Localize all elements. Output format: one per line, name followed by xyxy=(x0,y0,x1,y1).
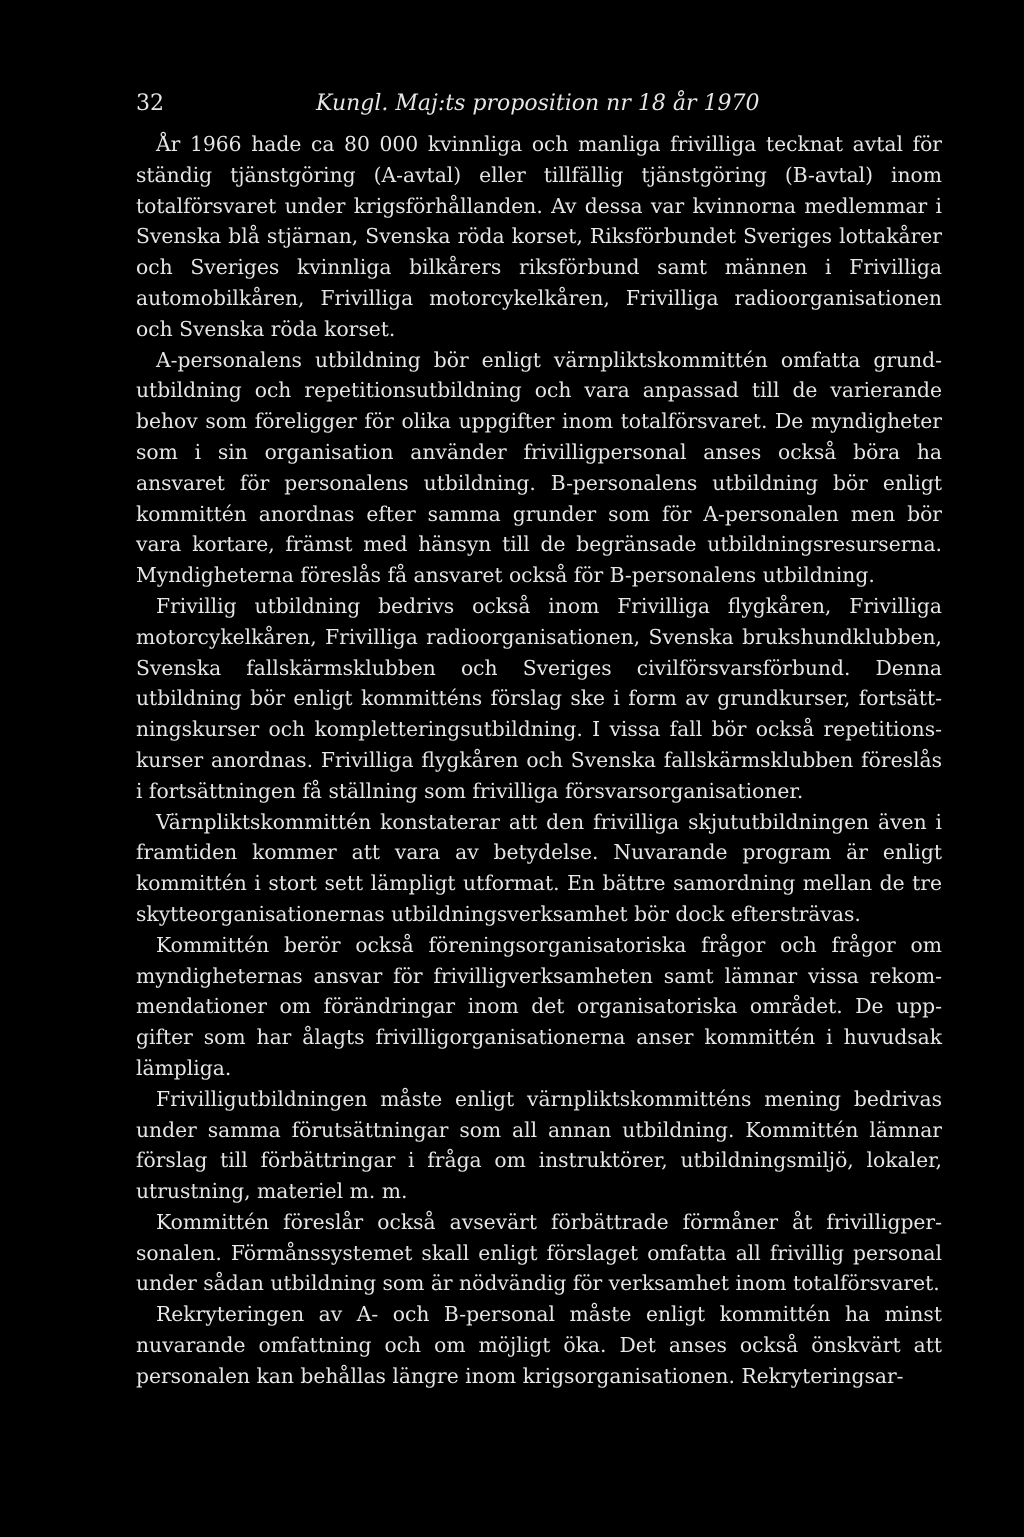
page-header xyxy=(136,87,896,121)
body-text xyxy=(136,129,942,1392)
paragraph: Rekryteringen av A- och B-personal måste enligt kommittén ha minst nuvarande omfattning och om möjligt öka. Det anses också önskvärt att personalen kan behållas längre inom krigsorganisationen. Rekryteringsar- xyxy=(136,1302,942,1388)
paragraph: Kommittén föreslår också avsevärt förbättrade förmåner åt frivilligpersonalen. Förmånssystemet skall enligt förslaget omfatta all frivillig personal under sådan utbildning som är nödvändig för verksamhet inom totalförsvaret. xyxy=(136,1209,942,1296)
paragraph: Värnpliktskommittén konstaterar att den frivilliga skjututbildningen även i framtiden kommer att vara av betydelse. Nuvarande program är enligt kommittén i stort sett lämpligt utformat. En bättre samordning mellan de tre skytteorganisationernas utbildningsverksamhet bör dock eftersträvas. xyxy=(136,809,942,926)
page-number: 32 xyxy=(136,91,164,116)
paragraph: Kommittén berör också föreningsorganisatoriska frågor och frågor om myndigheternas ansvar för frivilligverksamheten samt lämnar vissa rekommendationer om förändringar inom det organisatoriska området. De uppgifter som har ålagts frivilligorganisationerna anser kommittén i huvudsak lämpliga. xyxy=(136,932,942,1080)
running-title: Kungl. Maj:ts proposition nr 18 år 1970 xyxy=(316,91,760,116)
paragraph: Frivillig utbildning bedrivs också inom Frivilliga flygkåren, Frivilliga motorcykelkåren, Frivilliga radioorganisationen, Svenska brukshundklubben, Svenska fallskärmsklubben och Sveriges civilförsvarsförbund. Denna utbildning bör enligt kommitténs förslag ske i form av grundkurser, fortsättningskurser och kompletteringsutbildning. I vissa fall bör också repetitionskurser anordnas. Frivilliga flygkåren och Svenska fallskärmsklubben föreslås i fortsättningen få ställning som frivilliga försvarsorganisationer. xyxy=(136,593,942,803)
paragraph: Frivilligutbildningen måste enligt värnpliktskommitténs mening bedrivas under samma förutsättningar som all annan utbildning. Kommittén lämnar förslag till förbättringar i fråga om instruktörer, utbildningsmiljö, lokaler, utrustning, materiel m. m. xyxy=(136,1086,942,1204)
paragraph: År 1966 hade ca 80 000 kvinnliga och manliga frivilliga tecknat avtal för ständig tjänstgöring (A-avtal) eller tillfällig tjänstgöring (B-avtal) inom totalförsvaret under krigsförhållanden. Av dessa var kvinnorna medlemmar i Svenska blå stjärnan, Svenska röda korset, Riksförbundet Sveriges lottakårer och Sveriges kvinnliga bilkårers riksförbund samt männen i Frivilliga automobilkåren, Frivilliga motorcykelkåren, Frivilliga radioorganisationen och Svenska röda korset. xyxy=(136,132,942,341)
paragraph: A-personalens utbildning bör enligt värnpliktskommittén omfatta grundutbildning och repetitionsutbildning och vara anpassad till de varierande behov som föreligger för olika uppgifter inom totalförsvaret. De myndigheter som i sin organisation använder frivilligpersonal anses också böra ha ansvaret för personalens utbildning. B-personalens utbildning bör enligt kommittén anordnas efter samma grunder som för A-personalen men bör vara kortare, främst med hänsyn till de begränsade utbildningsresurserna. Myndigheterna föreslås få ansvaret också för B-personalens utbildning. xyxy=(136,347,942,588)
